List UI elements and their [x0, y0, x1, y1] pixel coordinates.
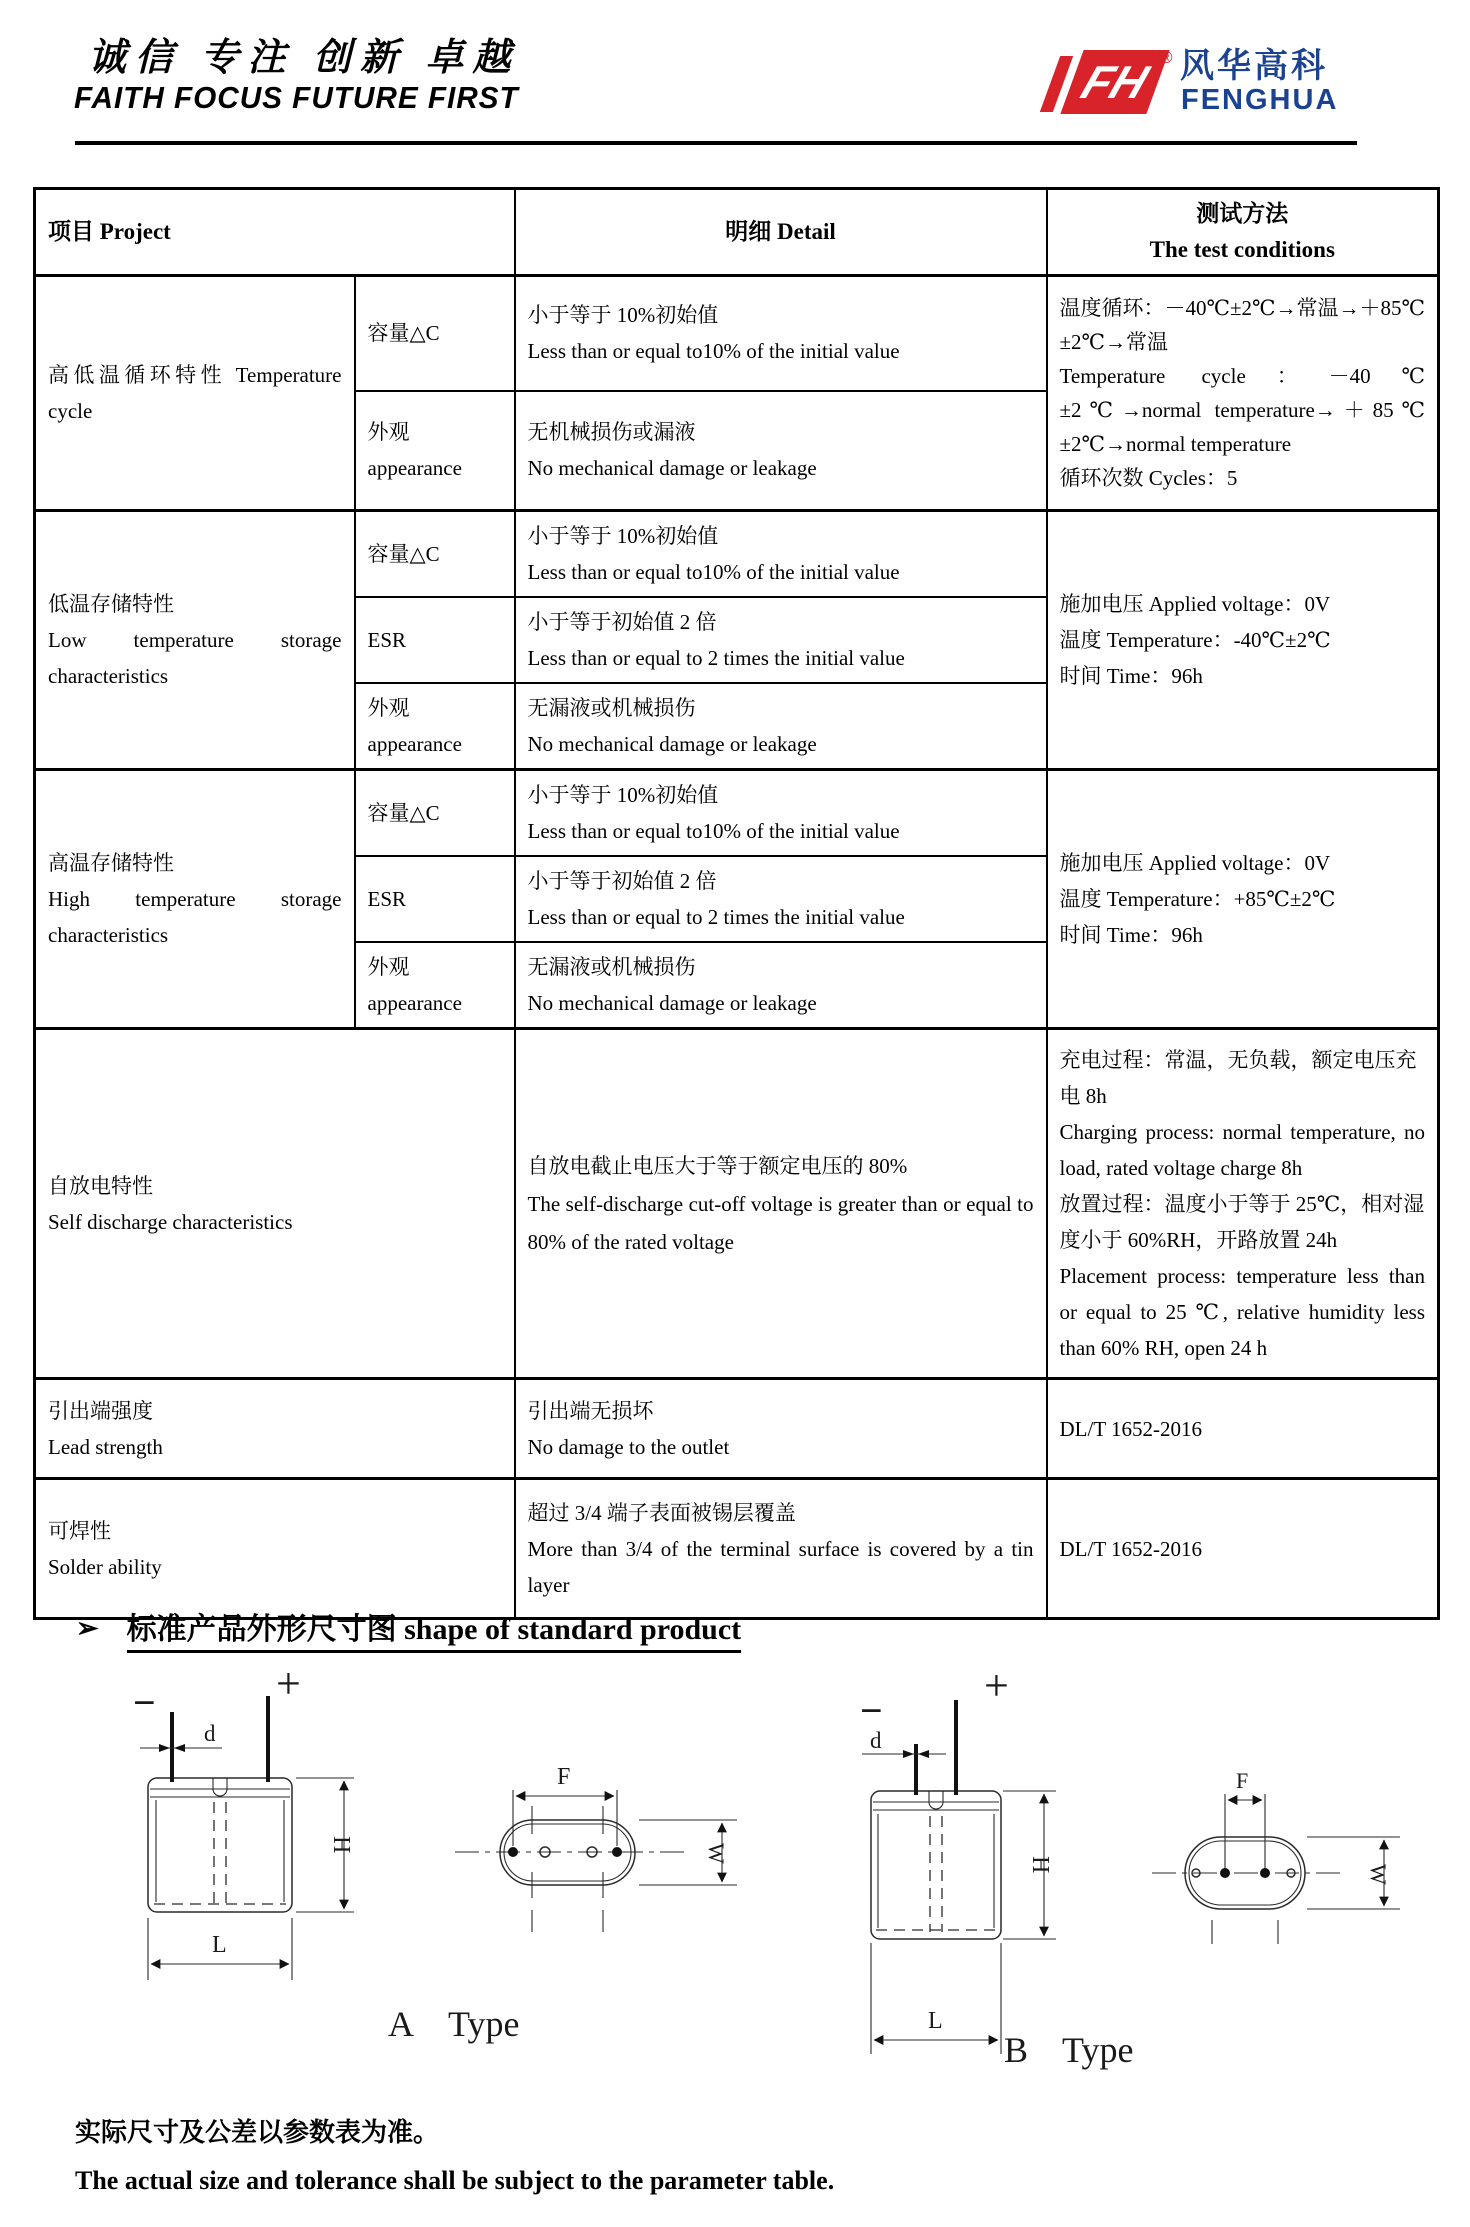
a-type-top-view: [455, 1764, 737, 1932]
detail-en: No mechanical damage or leakage: [527, 991, 817, 1015]
project-en: Solder ability: [48, 1554, 162, 1579]
detail-esr: [515, 597, 1047, 683]
detail-appearance: [515, 683, 1047, 770]
detail-zh: 小于等于初始值 2 倍: [527, 869, 717, 893]
item-esr: ESR: [355, 597, 515, 683]
detail-zh: 无漏液或机械损伤: [527, 955, 696, 979]
project-zh: 自放电特性: [48, 1173, 153, 1198]
b-type-front-view: [860, 1661, 1056, 2054]
detail-zh: 引出端无损坏: [527, 1398, 654, 1423]
emblem-body: [1060, 50, 1169, 114]
dim-label-l: L: [928, 2008, 943, 2034]
conditions-lead-strength: DL/T 1652-2016: [1047, 1379, 1439, 1479]
project-low-temp-storage: [35, 511, 355, 770]
condition-line: 循环次数 Cycles：5: [1059, 466, 1238, 490]
condition-line: Placement process: temperature less than or equal to 25 ℃, relative humidity less than 60% RH, open 24 h: [1059, 1263, 1426, 1360]
project-label: 高低温循环特性 Temperature cycle: [48, 363, 342, 423]
table-row: [35, 276, 1439, 391]
detail-zh: 无漏液或机械损伤: [527, 696, 696, 720]
dim-label-d: d: [204, 1721, 216, 1746]
col-header-project: 项目 Project: [35, 189, 515, 276]
conditions-temperature-cycle: [1047, 276, 1439, 511]
conditions-high-temp-storage: [1047, 770, 1439, 1029]
item-esr: ESR: [355, 856, 515, 942]
detail-self-discharge: [515, 1029, 1047, 1379]
plus-terminal-label: +: [984, 1661, 1009, 1710]
section-heading: [76, 1604, 741, 1648]
table-row: [35, 1029, 1439, 1379]
condition-line: 时间 Time：96h: [1059, 923, 1203, 947]
section-title-en: shape of standard product: [404, 1613, 742, 1646]
item-en: appearance: [367, 991, 462, 1015]
item-zh: 外观: [367, 955, 410, 979]
item-capacity: 容量△C: [355, 276, 515, 391]
b-type-letter: B: [1004, 2030, 1029, 2070]
condition-line: 施加电压 Applied voltage：0V: [1059, 851, 1331, 875]
a-type-letter: A: [388, 2004, 414, 2044]
dim-label-f: F: [557, 1764, 571, 1790]
project-en: High temperature storage characteristics: [48, 887, 342, 947]
detail-en: No mechanical damage or leakage: [527, 732, 817, 756]
detail-zh: 小于等于 10%初始值: [527, 783, 719, 807]
detail-en: Less than or equal to 2 times the initial value: [527, 646, 905, 670]
plus-terminal-label: +: [276, 1659, 301, 1708]
dim-label-h: H: [1027, 1856, 1053, 1874]
condition-line: 施加电压 Applied voltage：0V: [1059, 592, 1331, 616]
project-solder-ability: [35, 1479, 515, 1619]
item-appearance: [355, 942, 515, 1029]
detail-en: No damage to the outlet: [527, 1434, 730, 1459]
item-en: appearance: [367, 456, 462, 481]
detail-en: Less than or equal to10% of the initial value: [527, 339, 900, 364]
detail-appearance: [515, 391, 1047, 511]
detail-zh: 自放电截止电压大于等于额定电压的 80%: [527, 1153, 908, 1178]
table-row: [35, 511, 1439, 598]
condition-line: 时间 Time：96h: [1059, 664, 1203, 688]
project-en: Low temperature storage characteristics: [48, 628, 342, 688]
detail-zh: 小于等于 10%初始值: [527, 303, 719, 328]
table-row: [35, 770, 1439, 857]
item-en: appearance: [367, 732, 462, 756]
project-en: Lead strength: [48, 1434, 163, 1459]
logo-name-chinese: 风华高科: [1180, 48, 1328, 85]
fenghua-emblem-icon: [1048, 48, 1173, 114]
fenghua-logo: [1048, 46, 1348, 118]
table-row: [35, 1479, 1439, 1619]
table-header-row: [35, 189, 1439, 276]
detail-lead-strength: [515, 1379, 1047, 1479]
slogan-chinese: 诚信 专注 创新 卓越: [88, 37, 520, 79]
detail-capacity: [515, 770, 1047, 857]
b-type-word: Type: [1062, 2030, 1134, 2070]
project-high-temp-storage: [35, 770, 355, 1029]
item-zh: 外观: [367, 696, 410, 720]
dim-label-f: F: [1236, 1768, 1249, 1793]
detail-solder-ability: [515, 1479, 1047, 1619]
a-type-front-view: [133, 1659, 354, 1980]
spec-table: [33, 187, 1440, 1620]
conditions-self-discharge: [1047, 1029, 1439, 1379]
detail-capacity: [515, 276, 1047, 391]
condition-line: 温度循环：－40℃±2℃→常温→＋85℃±2℃→常温: [1059, 296, 1426, 354]
conditions-solder-ability: DL/T 1652-2016: [1047, 1479, 1439, 1619]
col-header-conditions-en: The test conditions: [1149, 237, 1335, 262]
detail-en: Less than or equal to10% of the initial value: [527, 819, 900, 843]
dim-label-w: W: [704, 1843, 729, 1864]
emblem-monogram: FH: [1074, 56, 1156, 108]
project-zh: 可焊性: [48, 1518, 111, 1543]
logo-name-english: FENGHUA: [1181, 84, 1339, 116]
col-header-detail: 明细 Detail: [515, 189, 1047, 276]
condition-line: Charging process: normal temperature, no load, rated voltage charge 8h: [1059, 1119, 1426, 1180]
detail-zh: 小于等于 10%初始值: [527, 524, 719, 548]
project-zh: 高温存储特性: [48, 851, 174, 875]
item-capacity: 容量△C: [355, 770, 515, 857]
col-header-conditions-zh: 测试方法: [1196, 201, 1289, 226]
note-english: The actual size and tolerance shall be subject to the parameter table.: [75, 2166, 835, 2195]
b-type-top-view: [1152, 1768, 1400, 1944]
project-lead-strength: [35, 1379, 515, 1479]
project-en: Self discharge characteristics: [48, 1209, 293, 1234]
minus-terminal-label: −: [860, 1688, 883, 1733]
arrow-bullet-icon: ➢: [76, 1613, 99, 1643]
condition-line: 充电过程：常温，无负载，额定电压充电 8h: [1059, 1047, 1417, 1108]
condition-line: 放置过程：温度小于等于 25℃，相对湿度小于 60%RH，开路放置 24h: [1059, 1191, 1425, 1252]
detail-appearance: [515, 942, 1047, 1029]
detail-en: Less than or equal to10% of the initial value: [527, 560, 900, 584]
detail-esr: [515, 856, 1047, 942]
condition-line: 温度 Temperature：-40℃±2℃: [1059, 628, 1331, 652]
note-chinese: 实际尺寸及公差以参数表为准。: [75, 2118, 440, 2147]
header-rule: [75, 141, 1357, 145]
minus-terminal-label: −: [133, 1680, 156, 1725]
detail-en: The self-discharge cut-off voltage is greater than or equal to 80% of the rated voltage: [527, 1191, 1034, 1254]
project-zh: 引出端强度: [48, 1398, 153, 1423]
detail-zh: 小于等于初始值 2 倍: [527, 610, 717, 634]
item-appearance: [355, 683, 515, 770]
project-self-discharge: [35, 1029, 515, 1379]
detail-zh: 无机械损伤或漏液: [527, 420, 696, 445]
table-row: [35, 1379, 1439, 1479]
col-header-conditions: [1047, 189, 1439, 276]
project-zh: 低温存储特性: [48, 592, 174, 616]
item-capacity: 容量△C: [355, 511, 515, 598]
section-title-zh: 标准产品外形尺寸图: [126, 1613, 397, 1646]
condition-line: Temperature cycle：－40℃±2℃→normal temperature→＋85℃±2℃→normal temperature: [1059, 364, 1426, 456]
dim-label-w: W: [1366, 1864, 1391, 1885]
detail-en: Less than or equal to 2 times the initial value: [527, 905, 905, 929]
detail-en: More than 3/4 of the terminal surface is covered by a tin layer: [527, 1536, 1034, 1597]
a-type-word: Type: [448, 2004, 520, 2044]
detail-capacity: [515, 511, 1047, 598]
registered-mark-icon: ®: [1160, 48, 1173, 67]
slogan-english: FAITH FOCUS FUTURE FIRST: [74, 80, 519, 115]
shape-drawings: [0, 1650, 1470, 2120]
detail-en: No mechanical damage or leakage: [527, 456, 817, 481]
dim-label-d: d: [870, 1728, 882, 1753]
item-zh: 外观: [367, 420, 410, 445]
detail-zh: 超过 3/4 端子表面被锡层覆盖: [527, 1500, 796, 1525]
dim-label-h: H: [328, 1836, 354, 1854]
condition-line: 温度 Temperature：+85℃±2℃: [1059, 887, 1336, 911]
item-appearance: [355, 391, 515, 511]
dim-label-l: L: [212, 1932, 227, 1958]
conditions-low-temp-storage: [1047, 511, 1439, 770]
project-temperature-cycle: [35, 276, 355, 511]
